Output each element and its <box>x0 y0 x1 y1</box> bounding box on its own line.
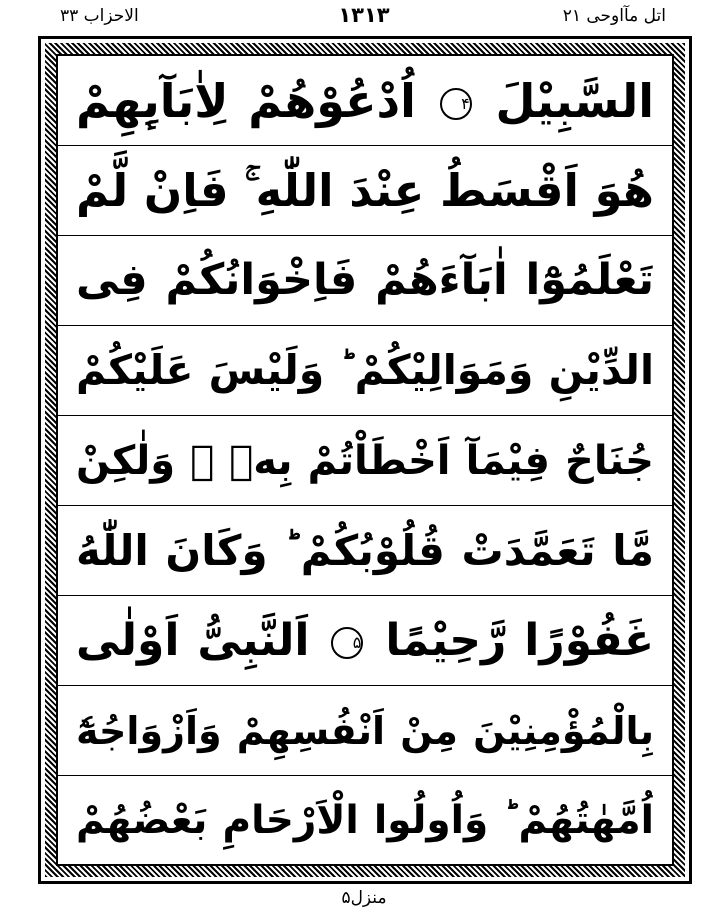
juz-name: اتل مآاوحی ۲۱ <box>562 6 666 26</box>
verse-line-3 <box>58 236 672 326</box>
ayah-marker: ۴ <box>440 88 472 120</box>
line-text: هُوَ اَقْسَطُ عِنْدَ اللّٰهِ ۚ فَاِنْ لَّمْ <box>76 164 654 217</box>
verse-line-7 <box>58 596 672 686</box>
page-number: ۱۳۱۳ <box>338 3 390 27</box>
verse-lines <box>58 56 672 864</box>
line-segment: اَلنَّبِىُّ اَوْلٰى <box>76 614 310 666</box>
line-text <box>76 73 655 128</box>
verse-line-6 <box>58 506 672 596</box>
manzil-label: منزل۵ <box>341 888 387 908</box>
verse-line-5 <box>58 416 672 506</box>
line-segment: السَّبِيْلَ <box>495 73 655 128</box>
line-text: جُنَاحٌ فِيْمَآ اَخْطَاْتُمْ بِهٖ ۙ وَلٰكِنْ <box>76 437 654 484</box>
page-header <box>0 0 728 34</box>
text-frame <box>56 54 674 866</box>
line-segment: غَفُوْرًا رَّحِيْمًا <box>385 614 655 666</box>
line-text: تَعْلَمُوْٓا اٰبَآءَهُمْ فَاِخْوَانُكُمْ فِى <box>76 255 654 305</box>
surah-name: الاحزاب ۳۳ <box>60 6 139 26</box>
line-text: الدِّيْنِ وَمَوَالِيْكُمْ ؕ وَلَيْسَ عَلَيْكُمْ <box>76 346 654 394</box>
verse-line-9 <box>58 776 672 864</box>
ayah-marker: ۵ <box>331 627 363 659</box>
line-text: بِالْمُؤْمِنِيْنَ مِنْ اَنْفُسِهِمْ وَاَزْوَاجُهٗٓ <box>76 708 654 753</box>
page-border <box>38 36 692 884</box>
line-text: مَّا تَعَمَّدَتْ قُلُوْبُكُمْ ؕ وَكَانَ اللّٰهُ <box>76 525 654 575</box>
verse-line-4 <box>58 326 672 416</box>
line-text <box>76 614 655 666</box>
verse-line-2 <box>58 146 672 236</box>
line-segment: اُدْعُوْهُمْ لِاٰبَآىِٕهِمْ <box>76 73 416 128</box>
line-text: اُمَّهٰتُهُمْ ؕ وَاُولُوا الْاَرْحَامِ بَعْضُهُمْ <box>76 797 654 843</box>
verse-line-1 <box>58 56 672 146</box>
verse-line-8 <box>58 686 672 776</box>
